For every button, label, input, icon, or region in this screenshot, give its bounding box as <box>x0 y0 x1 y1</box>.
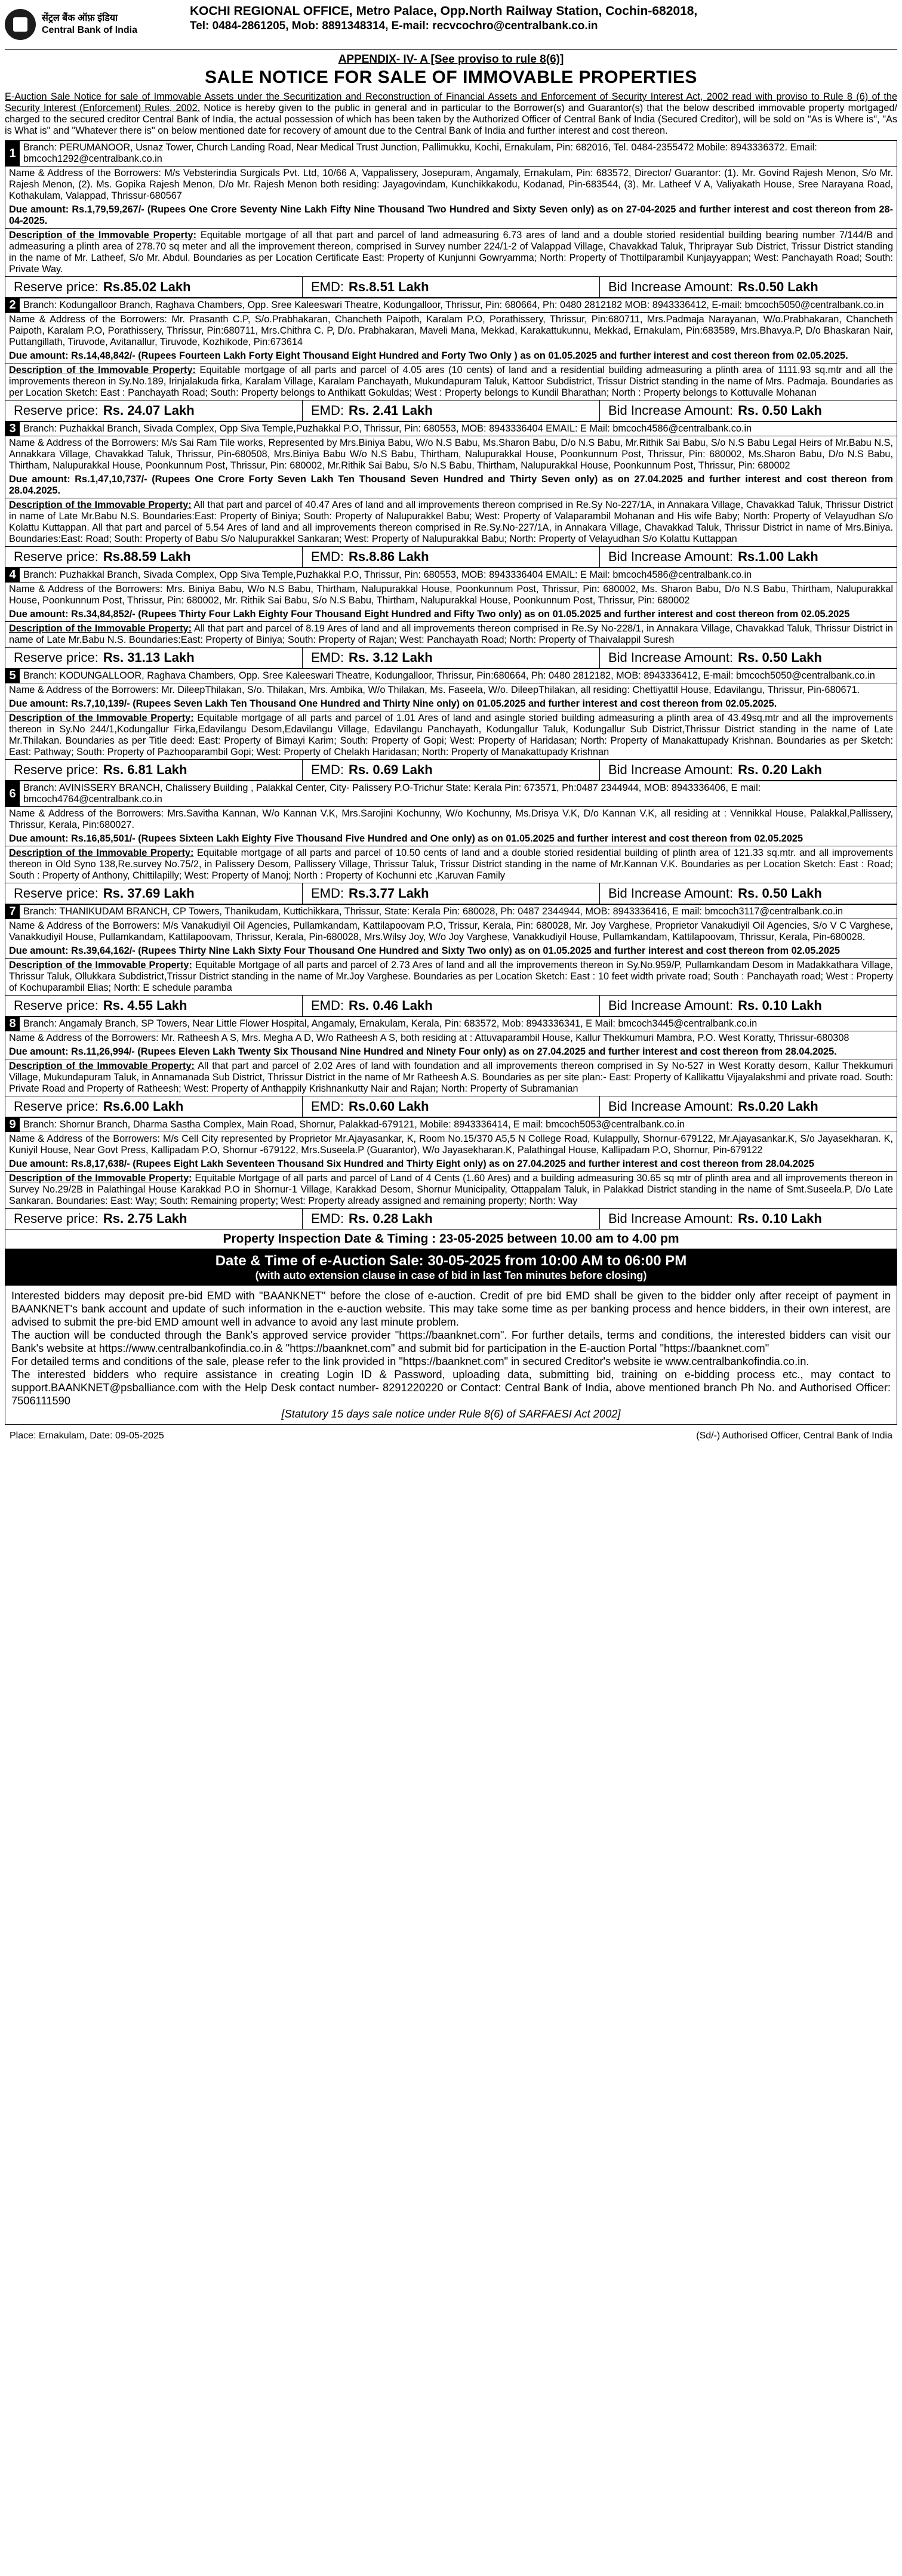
lot-due-amount: Due amount: Rs.14,48,842/- (Rupees Fourteen Lakh Forty Eight Thousand Eight Hundred and Forty Two Only ) as on 01.05.2025 and further interest and cost thereon from 02.05.2025. <box>5 349 897 363</box>
auction-time-banner <box>5 1249 897 1286</box>
lot-description-heading: Description of the Immovable Property: <box>9 500 192 510</box>
lot-description <box>5 229 897 277</box>
lot-price-row <box>5 996 897 1016</box>
reserve-price-cell <box>5 1209 303 1229</box>
lot-description-text: Equitable mortgage of all that part and parcel of land admeasuring 6.73 ares of land and a double storied residential building bearing number 7/144/B and admeasuring a plinth area of 278.70 sq meter and all the improvement thereon, comprised in Survey number 224/1-2 of Valappad Village, Chavakkad Taluk, Thriprayar Sub District, Trissur District standing in the name of Mr. Latheef, S/o Mr. Abdul. Boundaries as per Location Certificate East: Property of Kunjunni Gowryamma; North: Property of Thottilparambil Kunjayyappan; West: Panchayath Road; South: Private Way. <box>9 230 893 275</box>
lot-description <box>5 1172 897 1209</box>
lot-due-amount: Due amount: Rs.8,17,638/- (Rupees Eight Lakh Seventeen Thousand Six Hundred and Thirty Eight only) as on 27.04.2025 and further interest and cost thereon from 28.04.2025 <box>5 1157 897 1172</box>
emd-cell <box>303 1209 600 1229</box>
lot-description-heading: Description of the Immovable Property: <box>9 960 192 970</box>
reserve-price-label: Reserve price: <box>14 549 98 564</box>
emd-value: Rs.3.77 Lakh <box>349 886 429 901</box>
lot-description <box>5 622 897 648</box>
lot-borrowers: Name & Address of the Borrowers: M/s Vebsterindia Surgicals Pvt. Ltd, 10/66 A, Vappalissery, Josepuram, Angamaly, Ernakulam, Pin: 683572, Director/ Guarantor: (1). Mr. Govind Rajesh Menon, S/o Mr. Rajesh Menon, (2). Ms. Gopika Rajesh Menon, D/o Mr. Rajesh Menon both residing: Jayagovindam, Kunchikkakodu, Kodanad, Pin-683544, (3). Mr. Latheef V A, Valiyakath House, Sree Narayana Road, Kothakulam, Valappad, Thrissur-680567 <box>9 168 893 201</box>
appendix-reference: APPENDIX- IV- A [See proviso to rule 8(6)] <box>338 53 564 66</box>
lot-branch-row <box>5 669 897 683</box>
emd-cell <box>303 760 600 780</box>
logo-line-hindi: सेंट्रल बैंक ऑफ़ इंडिया <box>42 13 118 23</box>
reserve-price-value: Rs. 4.55 Lakh <box>103 998 187 1013</box>
property-lot <box>5 140 897 298</box>
lot-branch: Branch: AVINISSERY BRANCH, Chalissery Building , Palakkal Center, City- Palissery P.O-Trichur State: Kerala Pin: 673571, Ph:0487 2344944, MOB: 8943336406, E mail: bmcoch4764@centralbank.co.in <box>23 782 761 805</box>
reserve-price-cell <box>5 400 303 421</box>
bid-increase-label: Bid Increase Amount: <box>608 998 734 1013</box>
emd-label: EMD: <box>311 1211 344 1226</box>
bid-increase-value: Rs.0.50 Lakh <box>738 279 818 294</box>
reserve-price-cell <box>5 760 303 780</box>
lot-due-amount: Due amount: Rs.7,10,139/- (Rupees Seven Lakh Ten Thousand One Hundred and Thirty Nine only) on 01.05.2025 and further interest and cost thereon from 02.05.2025. <box>5 697 897 711</box>
lot-borrowers: Name & Address of the Borrowers: Mr. Prasanth C.P, S/o.Prabhakaran, Chancheth Paipoth, Karalam P.O, Porathissery, Thrissur, Pin:680711, Mrs.Padmaja Narayanan, W/o.Prabhakaran, Chancheth Paipoth, Karalam P.O, Porathissery, Thrissur, Pin:680711, Mrs.Chithra C. P, D/o. Prabhakaran, Maveli Mana, Mekkad, Karakattukunnu, Mekkad, Ernakulam, Pin:683589, Mrs.Bhavya.P, D/o Bhaskaran Nair, Puttangillath, Tiruvode, Avitanallur, Tiruvode, Kozhikode, Pin:673614 <box>9 314 893 347</box>
lot-branch: Branch: Puzhakkal Branch, Sivada Complex, Opp Siva Temple,Puzhakkal P.O, Thrissur, Pin: 680553, MOB: 8943336404 EMAIL: E Mail: bmcoch4586@centralbank.co.in <box>23 569 752 580</box>
reserve-price-value: Rs. 31.13 Lakh <box>103 650 195 665</box>
lot-borrowers: Name & Address of the Borrowers: M/s Sai Ram Tile works, Represented by Mrs.Biniya Babu, W/o N.S Babu, Ms.Sharon Babu, D/o N.S Babu, Mr.Rithik Sai Babu, S/o N.S Babu Legal Heirs of Mr.Babu N.S, Annakkara Village, Chavakkad Taluk, Thrissur, Pin-680508, Mrs.Biniya Babu W/o N.S Babu, Thirtham, Nalupurakkal House, Poonkunnum Post, Thrissur, Pin: 680002, Ms.Sharon Babu, D/o N.S Babu, Thirtham, Nalupurakkal House, Poonkunnum Post, Thrissur, Pin: 680002, Mr.Rithik Sai Babu, S/o N.S Babu, Thirtham, Nalupurakkal House, Poonkunnum Post, Thrissur, Pin: 680002 <box>9 437 893 471</box>
bid-increase-label: Bid Increase Amount: <box>608 279 734 294</box>
bid-increase-cell <box>600 760 897 780</box>
bid-increase-label: Bid Increase Amount: <box>608 1099 734 1114</box>
reserve-price-value: Rs.85.02 Lakh <box>103 279 191 294</box>
lot-branch: Branch: Puzhakkal Branch, Sivada Complex, Opp Siva Temple,Puzhakkal P.O, Thrissur, Pin: 680553, MOB: 8943336404 EMAIL: E Mail: bmcoch4586@centralbank.co.in <box>23 423 752 434</box>
reserve-price-label: Reserve price: <box>14 886 98 901</box>
property-lot <box>5 298 897 421</box>
emd-value: Rs.0.60 Lakh <box>349 1099 429 1114</box>
lot-due-amount: Due amount: Rs.34,84,852/- (Rupees Thirty Four Lakh Eighty Four Thousand Eight Hundred and Fifty Two only) as on 01.05.2025 and further interest and cost thereon from 02.05.2025 <box>5 608 897 622</box>
lot-number: 1 <box>5 141 20 166</box>
lot-price-row <box>5 277 897 297</box>
bid-increase-cell <box>600 883 897 904</box>
property-lot <box>5 781 897 904</box>
lot-number: 2 <box>5 298 20 312</box>
reserve-price-label: Reserve price: <box>14 279 98 294</box>
bid-increase-cell <box>600 400 897 421</box>
reserve-price-cell <box>5 277 303 297</box>
lot-due-amount: Due amount: Rs.16,85,501/- (Rupees Sixteen Lakh Eighty Five Thousand Five Hundred and One only) as on 01.05.2025 and further interest and cost thereon from 02.05.2025 <box>5 832 897 846</box>
lot-branch-row <box>5 141 897 167</box>
reserve-price-cell <box>5 547 303 567</box>
lot-branch: Branch: KODUNGALLOOR, Raghava Chambers, Opp. Sree Kaleeswari Theatre, Kodungalloor, Thrissur, Pin:680664, Ph: 0480 2812182, MOB: 8943336412, E-mail: bmcoch5050@centralbank.co.in <box>23 670 875 681</box>
lot-price-row <box>5 1209 897 1229</box>
property-lot <box>5 568 897 668</box>
terms-paragraph-portal: The auction will be conducted through the Bank's approved service provider "https://baanknet.com". For further details, terms and conditions, the interested bidders can visit our Bank's website at https://www.centralbankofindia.co.in & "https://baanknet.com" and submit bid for participation in the E-auction Portal "https://baanknet.com" <box>11 1329 891 1354</box>
bid-increase-label: Bid Increase Amount: <box>608 549 734 564</box>
emd-value: Rs. 2.41 Lakh <box>349 403 433 418</box>
notice-title: SALE NOTICE FOR SALE OF IMMOVABLE PROPERTIES <box>205 67 697 87</box>
inspection-timing: Property Inspection Date & Timing : 23-05-2025 between 10.00 am to 4.00 pm <box>5 1230 897 1249</box>
bid-increase-cell <box>600 1096 897 1117</box>
property-lot <box>5 904 897 1016</box>
property-lot <box>5 421 897 568</box>
emd-label: EMD: <box>311 886 344 901</box>
lot-number: 4 <box>5 568 20 582</box>
property-lots <box>5 140 897 1230</box>
intro-heading: E-Auction Sale Notice for sale of Immovable Assets under the Securitization and Reconstruction of Financial Assets and Enforcement of Security Interest Act, 2002 read with proviso to Rule 8 (6) of the Security Interest (Enforcement) Rules, 2002. <box>5 91 897 113</box>
emd-value: Rs. 3.12 Lakh <box>349 650 433 665</box>
emd-label: EMD: <box>311 650 344 665</box>
intro-body: Notice is hereby given to the public in general and in particular to the Borrower(s) and Guarantor(s) that the below described immovable property mortgaged/ charged to the secured creditor Central Bank of India, the actual possession of which has been taken by the Authorized Officer of Central Bank of India (Secured Creditor), will be sold on "As is Where is", "As is What is" and "Whatever there is" on below mentioned date for recovery of amount due to the Central Bank of India and further interest and cost thereon. <box>5 103 897 136</box>
emd-label: EMD: <box>311 279 344 294</box>
reserve-price-value: Rs. 2.75 Lakh <box>103 1211 187 1226</box>
lot-description-text: All that part and parcel of 40.47 Ares of land and all improvements thereon comprised in Re.Sy No-227/1A, in Annakara Village, Chavakkad Taluk, Thrissur District in name of Late Mr.Babu N.S. Boundaries:East: Property of Biniya; South: Property of Nalupurakkel Babu; West: Property of Valaparambil Mohanan and His wife Baby; North: Property of Velayudhan S/o Kolattu Kuttappan. All that part and parcel of 5.54 Ares of land and all improvements thereon comprised in Re.Sy.No-227/1A, in Annakara Village, Chavakkad Taluk, Thrissur District in name of Mrs.Biniya. Boundaries:East: Road; South: Property of Babu S/o Nalupurakkel Sankaran; West: Property of Nalupurakkal Babu; North: Property of Velayudhan S/o Kolattu Kuttappan <box>9 500 893 544</box>
reserve-price-value: Rs. 37.69 Lakh <box>103 886 195 901</box>
lot-description-heading: Description of the Immovable Property: <box>9 623 192 634</box>
lot-description-heading: Description of the Immovable Property: <box>9 1061 195 1071</box>
lot-price-row <box>5 648 897 668</box>
bid-increase-value: Rs. 0.50 Lakh <box>738 403 822 418</box>
office-address: KOCHI REGIONAL OFFICE, Metro Palace, Opp.North Railway Station, Cochin-682018, <box>190 4 698 18</box>
emd-value: Rs.8.86 Lakh <box>349 549 429 564</box>
lot-branch-row <box>5 422 897 436</box>
authorised-signature: (Sd/-) Authorised Officer, Central Bank of India <box>696 1431 892 1441</box>
lot-description-text: Equitable Mortgage of all parts and parcel of 2.73 Ares of land and all the improvements thereon in Sy.No.959/P, Pullamkandam Desom in Madakkathara Village, Thrissur Taluk, Ollukkara Subdistrict,Trissur District standing in the name of Mr.Joy Varghese. Boundaries as per Location Sketch: East : 10 feet width private road; South : Panchayath road; West : Property of Kochuparambil Elias; North: E schedule paramba <box>9 960 893 993</box>
notice-header <box>5 0 897 50</box>
emd-value: Rs. 0.69 Lakh <box>349 762 433 777</box>
emd-label: EMD: <box>311 762 344 777</box>
property-lot <box>5 1016 897 1117</box>
bid-increase-cell <box>600 1209 897 1229</box>
lot-number: 8 <box>5 1017 20 1031</box>
lot-description <box>5 711 897 760</box>
lot-price-row <box>5 760 897 780</box>
lot-number: 6 <box>5 781 20 806</box>
lot-price-row <box>5 547 897 567</box>
emd-value: Rs. 0.28 Lakh <box>349 1211 433 1226</box>
lot-description-text: All that part and parcel of 2.02 Ares of land with foundation and all improvements thereon comprised in Sy No-527 in West Koratty desom, Kallur Thekkumuri Village, Mukundapuram Taluk, in Annamanada Sub District, Thrissur District in the name of Mr Ratheesh A.S. Boundaries as per site plan:- East: Property of Kallikattu Vijayalakshmi and private road. South: Private Road and Property of Ratheesh; West: Property of Anthappily Krishnankutty Nair and Rajan; North: Property of Subramanian <box>9 1061 893 1094</box>
lot-price-row <box>5 400 897 421</box>
lot-due-amount: Due amount: Rs.39,64,162/- (Rupees Thirty Nine Lakh Sixty Four Thousand One Hundred and Sixty Two only) as on 01.05.2025 and further interest and cost thereon from 02.05.2025 <box>5 944 897 959</box>
reserve-price-label: Reserve price: <box>14 762 98 777</box>
emd-value: Rs. 0.46 Lakh <box>349 998 433 1013</box>
lot-branch-row <box>5 1118 897 1132</box>
lot-borrowers: Name & Address of the Borrowers: M/s Cell City represented by Proprietor Mr.Ajayasankar, K, Room No.15/370 A5,5 N College Road, Kulappully, Shornur-679122, Mr.Ajayasankar.K, S/o Jayasekharan. K, Kuniyil House, Near Govt Press, Kallipadam P.O, Shornur -679122, Mrs.Suseela.P (Guarantor), W/o Jayasekharan.K, Palathingal House, Kallipadam P.O, Shornur, Pin-679122 <box>9 1133 893 1155</box>
terms-paragraph-helpdesk: The interested bidders who require assistance in creating Login ID & Password, uploading data, submitting bid, training on e-bidding process etc., may contact to support.BAANKNET@psballiance.com with the Help Desk contact number- 8291220220 or Contact: Central Bank of India, above mentioned branch Ph No. and Authorised Officer: 7506111590 <box>11 1368 891 1407</box>
lot-price-row <box>5 883 897 904</box>
reserve-price-cell <box>5 883 303 904</box>
bid-increase-cell <box>600 277 897 297</box>
bid-increase-value: Rs. 0.50 Lakh <box>738 650 822 665</box>
lot-description-text: Equitable Mortgage of all parts and parcel of Land of 4 Cents (1.60 Ares) and a building admeasuring 30.65 sq mtr of plinth area and all improvements thereon in Survey No.29/2B in Palathingal House Karakkad P.O in Shornur-1 Village, Karakkad Desom, Shornur Municipality, Ottappalam Taluk, in Palakkad District standing in the name of Smt.Suseela.P, D/o Late Sankaran. Boundaries: East: Way; South: Remaining property; West: Property already assigned and remaining property; North: Way <box>9 1173 893 1206</box>
bank-logo-icon <box>5 9 36 40</box>
lot-description <box>5 1059 897 1096</box>
bid-increase-cell <box>600 996 897 1016</box>
sale-notice-page <box>5 0 897 1441</box>
lot-branch: Branch: Angamaly Branch, SP Towers, Near Little Flower Hospital, Angamaly, Ernakulam, Kerala, Pin: 683572, Mob: 8943336341, E Mail: bmcoch3445@centralbank.co.in <box>23 1018 758 1029</box>
reserve-price-cell <box>5 1096 303 1117</box>
lot-due-amount: Due amount: Rs.11,26,994/- (Rupees Eleven Lakh Twenty Six Thousand Nine Hundred and Ninety Four only) as on 27.04.2025 and further interest and cost thereon from 28.04.2025. <box>5 1045 897 1059</box>
reserve-price-value: Rs.6.00 Lakh <box>103 1099 184 1114</box>
bid-increase-cell <box>600 648 897 668</box>
reserve-price-label: Reserve price: <box>14 650 98 665</box>
reserve-price-cell <box>5 648 303 668</box>
property-lot <box>5 1117 897 1230</box>
office-contact: Tel: 0484-2861205, Mob: 8891348314, E-mail: recvcochro@centralbank.co.in <box>190 20 598 32</box>
lot-borrowers: Name & Address of the Borrowers: Mrs.Savitha Kannan, W/o Kannan V.K, Mrs.Sarojini Kochunny, W/o Kochunny, Ms.Drisya V.K, D/o Kannan V.K, all residing at : Vennikkal House, Palakkal,Pallissery, Thrissur, Kerala, Pin:680027. <box>9 808 893 830</box>
bid-increase-value: Rs. 0.20 Lakh <box>738 762 822 777</box>
lot-number: 3 <box>5 422 20 436</box>
lot-number: 5 <box>5 669 20 683</box>
lot-description-heading: Description of the Immovable Property: <box>9 1173 192 1184</box>
auction-date-time: Date & Time of e-Auction Sale: 30-05-2025 from 10:00 AM to 06:00 PM <box>215 1253 687 1269</box>
emd-cell <box>303 400 600 421</box>
lot-borrowers: Name & Address of the Borrowers: Mrs. Biniya Babu, W/o N.S Babu, Thirtham, Nalupurakkal House, Poonkunnum Post, Thrissur, Pin: 680002, Ms. Sharon Babu, D/o N.S Babu, Thirtham, Nalupurakkal House, Poonkunnum Post, Thrissur, Pin: 680002, Mr. Rithik Sai Babu, S/o N.S Babu, Thirtham, Nalupurakkal House, Poonkunnum Post, Thrissur, Pin: 680002 <box>9 584 893 606</box>
lot-number: 9 <box>5 1118 20 1132</box>
lot-description-heading: Description of the Immovable Property: <box>9 365 196 375</box>
terms-paragraph-emd: Interested bidders may deposit pre-bid EMD with "BAANKNET" before the close of e-auction. Credit of pre bid EMD shall be given to the bidder only after receipt of payment in BAANKNET's bank account and update of such information in the e-auction website. This may take some time as per banking process and hence bidders, in their own interest, are advised to submit the pre-bid EMD amount well in advance to avoid any last minute problem. <box>11 1289 891 1328</box>
lot-branch: Branch: PERUMANOOR, Usnaz Tower, Church Landing Road, Near Medical Trust Junction, Pallimukku, Kochi, Ernakulam, Pin: 682016, Tel. 0484-2355472 Mobile: 8943336372. Email: bmcoch1292@centralbank.co.in <box>23 142 817 164</box>
terms-section <box>5 1286 897 1425</box>
place-date: Place: Ernakulam, Date: 09-05-2025 <box>10 1431 164 1441</box>
statutory-note: [Statutory 15 days sale notice under Rule 8(6) of SARFAESI Act 2002] <box>281 1407 621 1420</box>
emd-cell <box>303 883 600 904</box>
intro-paragraph <box>5 91 897 137</box>
logo-line-english: Central Bank of India <box>42 25 138 35</box>
lot-borrowers: Name & Address of the Borrowers: Mr. Ratheesh A S, Mrs. Megha A D, W/o Ratheesh A S, both residing at : Attuvaparambil House, Kallur Thekkumuri Mambra, P.O. West Koratty, Thrissur-680308 <box>9 1033 849 1043</box>
bid-increase-value: Rs. 0.50 Lakh <box>738 886 822 901</box>
emd-cell <box>303 547 600 567</box>
emd-label: EMD: <box>311 403 344 418</box>
lot-description-text: Equitable mortgage of all parts and parcel of 1.01 Ares of land and asingle storied building admeasuring a plinth area of 43.49sq.mtr and all the improvements thereon in Sy.No 244/1,Kodungallur Firka,Edavilangu Desom,Edavilangu Village, Edavilangu Panchayath, Kodungallur Taluk, Kodungallur Sub District,Thrissur District standing in the name of Late Mr.Thilakan. Boundaries as per Title deed: East: Property of Bimayi Karim; South: Property of Gopi; West: Property of Haridasan; North: Property of Manakattupady Krishnan. Boundaries as per Sketch: East: Pathway; South: Property of Pazhooparambil Gopi; West: Property of Chelakh Haridasan; North: Property of Manakattupady Krishnan <box>9 713 893 757</box>
lot-description <box>5 498 897 547</box>
lot-description <box>5 363 897 400</box>
auction-extension-note: (with auto extension clause in case of bid in last Ten minutes before closing) <box>255 1269 647 1281</box>
lot-branch: Branch: Kodungalloor Branch, Raghava Chambers, Opp. Sree Kaleeswari Theatre, Kodungalloor, Thrissur, Pin: 680664, Ph: 0480 2812182 MOB: 8943336412, E-mail: bmcoch5050@centralbank.co.in <box>23 300 884 310</box>
property-lot <box>5 668 897 781</box>
bid-increase-label: Bid Increase Amount: <box>608 1211 734 1226</box>
emd-cell <box>303 996 600 1016</box>
bid-increase-label: Bid Increase Amount: <box>608 886 734 901</box>
emd-label: EMD: <box>311 549 344 564</box>
lot-branch: Branch: THANIKUDAM BRANCH, CP Towers, Thanikudam, Kuttichikkara, Thrissur, State: Kerala Pin: 680028, Ph: 0487 2344944, MOB: 8943336416, E mail: bmcoch3117@centralbank.co.in <box>23 906 843 917</box>
emd-label: EMD: <box>311 1099 344 1114</box>
emd-cell <box>303 648 600 668</box>
lot-description <box>5 959 897 996</box>
lot-description-text: All that part and parcel of 8.19 Ares of land and all improvements thereon comprised in Re.Sy No-228/1, in Annakara Village, Chavakkad Taluk, Thrissur District in name of Late Mr.Babu N.S. Boundaries:East: Property of Biniya; South: Property of Rajan; West: Panchayath Road; North: Property of Thaivalappil Suresh <box>9 623 893 645</box>
reserve-price-label: Reserve price: <box>14 1211 98 1226</box>
bid-increase-label: Bid Increase Amount: <box>608 403 734 418</box>
lot-borrowers: Name & Address of the Borrowers: Mr. DileepThilakan, S/o. Thilakan, Mrs. Ambika, W/o Thilakan, Ms. Faseela, W/o. DileepThilakan, all residing: Chettiyattil House, Edavilangu, Thrissur, Pin-680671. <box>9 685 860 695</box>
terms-paragraph-conditions: For detailed terms and conditions of the sale, please refer to the link provided in "https://baanknet.com" in secured Creditor's website ie www.centralbankofindia.co.in. <box>11 1355 809 1367</box>
lot-branch-row <box>5 905 897 919</box>
reserve-price-cell <box>5 996 303 1016</box>
emd-label: EMD: <box>311 998 344 1013</box>
bid-increase-value: Rs.1.00 Lakh <box>738 549 818 564</box>
reserve-price-label: Reserve price: <box>14 998 98 1013</box>
lot-borrowers: Name & Address of the Borrowers: M/s Vanakudiyil Oil Agencies, Pullamkandam, Kattilapoovam P.O, Trissur, Kerala, Pin: 680028, Mr. Joy Varghese, Proprietor Vanakudiyil Oil Agencies, S/o V C Varghese, Vanakkudiyil House, Pullamkandam, Kattilapoovam, Thrissur, Kerala, Pin-680028, Mrs.Wilsy Joy, W/o Joy Varghese, Vanakkudiyil House, Pullamkandam, Kattilapoovam, Thrissur, Kerala, Pin-680028. <box>9 920 893 942</box>
reserve-price-value: Rs.88.59 Lakh <box>103 549 191 564</box>
bid-increase-value: Rs.0.20 Lakh <box>738 1099 818 1114</box>
bid-increase-value: Rs. 0.10 Lakh <box>738 998 822 1013</box>
lot-due-amount: Due amount: Rs.1,47,10,737/- (Rupees One Crore Forty Seven Lakh Ten Thousand Seven Hundred and Thirty Seven only) as on 27.04.2025 and further interest and cost thereon from 28.04.2025. <box>5 473 897 498</box>
reserve-price-value: Rs. 6.81 Lakh <box>103 762 187 777</box>
bid-increase-cell <box>600 547 897 567</box>
lot-description-heading: Description of the Immovable Property: <box>9 230 197 241</box>
lot-description-text: Equitable mortgage of all parts and parcel of 4.05 ares (10 cents) of land and a residential building admeasuring a plinth area of 1111.93 sq.mtr and all the improvements thereon in Sy.No.189, Irinjalakuda firka, Karalam Village, Karalam Panchayath, Mukundapuram Taluk, Kattoor Subdistrict, Trissur District standing in the name of Mrs. Padmaja. Boundaries as per Location Sketch: East : Panchayath Road; South: Property belongs to Anthikatt Gokuldas; West : Property belongs to Kundil Bharathan; North : Property belongs to Kottuvalle Mohanan <box>9 365 893 398</box>
lot-branch-row <box>5 298 897 313</box>
lot-description <box>5 846 897 883</box>
emd-value: Rs.8.51 Lakh <box>349 279 429 294</box>
notice-footer <box>5 1425 897 1441</box>
lot-description-heading: Description of the Immovable Property: <box>9 713 194 723</box>
lot-branch-row <box>5 1017 897 1031</box>
bank-logo <box>5 0 178 49</box>
lot-branch: Branch: Shornur Branch, Dharma Sastha Complex, Main Road, Shornur, Palakkad-679121, Mobile: 8943336414, E mail: bmcoch5053@centralbank.co.in <box>23 1119 685 1130</box>
lot-branch-row <box>5 568 897 583</box>
lot-description-heading: Description of the Immovable Property: <box>9 848 194 858</box>
bid-increase-value: Rs. 0.10 Lakh <box>738 1211 822 1226</box>
reserve-price-label: Reserve price: <box>14 1099 98 1114</box>
emd-cell <box>303 1096 600 1117</box>
bid-increase-label: Bid Increase Amount: <box>608 762 734 777</box>
reserve-price-value: Rs. 24.07 Lakh <box>103 403 195 418</box>
reserve-price-label: Reserve price: <box>14 403 98 418</box>
lot-due-amount: Due amount: Rs.1,79,59,267/- (Rupees One Crore Seventy Nine Lakh Fifty Nine Thousand Two Hundred and Sixty Seven only) as on 27-04-2025 and further interest and cost thereon from 28-04-2025. <box>5 203 897 229</box>
lot-description-text: Equitable mortgage of all parts and parcel of 10.50 cents of land and a double storied residential building of plinth area of 121.33 sq.mtr. and all improvements thereon in Old Syno 138,Re.survey No.75/2, in Palissery Desom, Pallissery Village, Thrissur Taluk, Trissur District standing in the name of Mr.Kannan V.K. Boundaries as per Location Sketch: East : Road; South : Property of Anthony, Chittilapilly; West: Property of Manoj; North : Property of Kochunni etc ,Karuvan Family <box>9 848 893 881</box>
lot-branch-row <box>5 781 897 807</box>
lot-number: 7 <box>5 905 20 919</box>
bid-increase-label: Bid Increase Amount: <box>608 650 734 665</box>
emd-cell <box>303 277 600 297</box>
lot-price-row <box>5 1096 897 1117</box>
